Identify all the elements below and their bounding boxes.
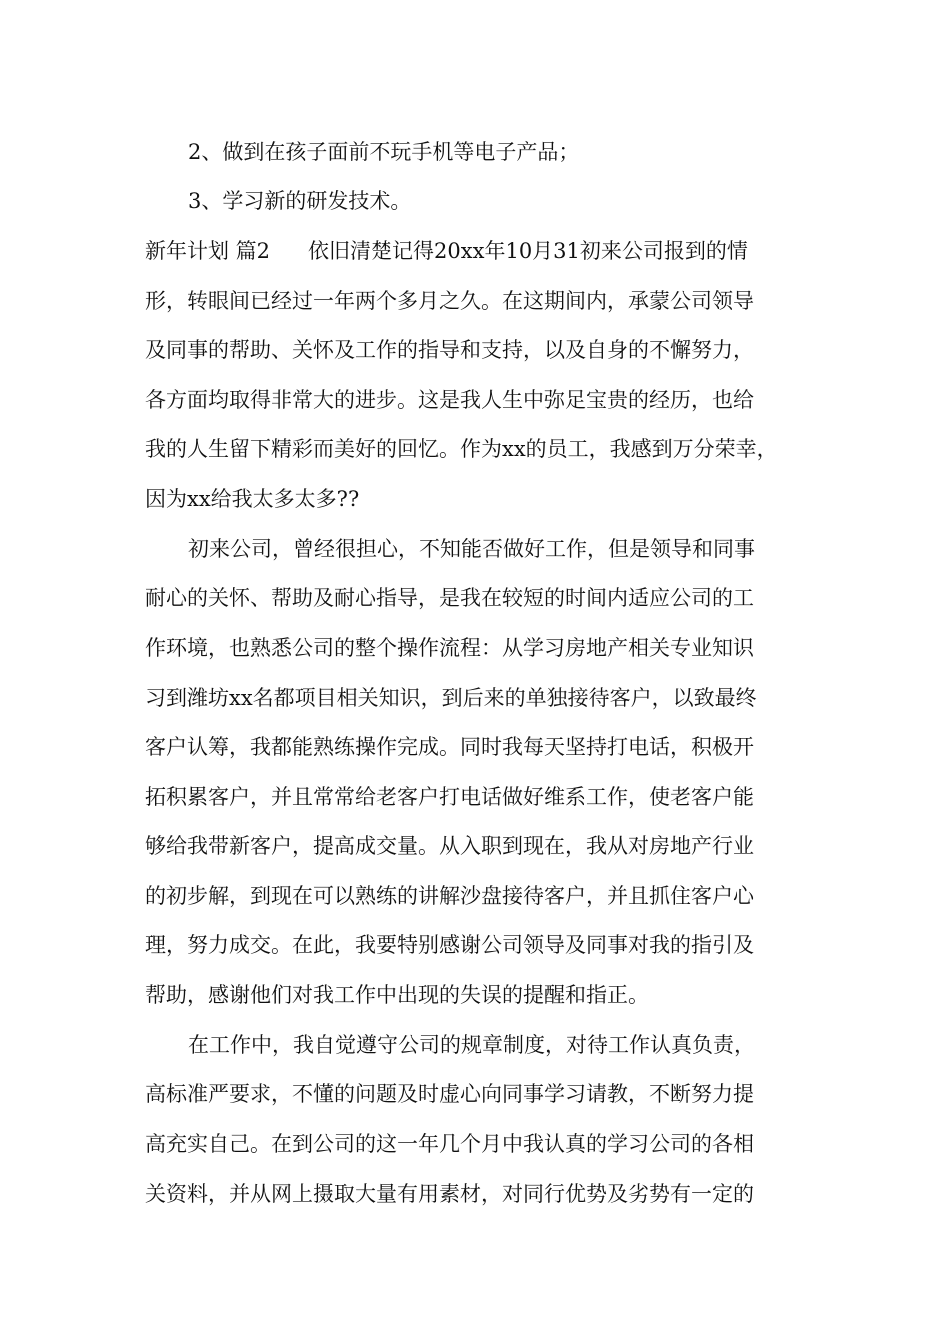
paragraph-line: 高标准严要求，不懂的问题及时虚心向同事学习请教，不断努力提 xyxy=(145,1082,754,1106)
paragraph-line: 及同事的帮助、关怀及工作的指导和支持，以及自身的不懈努力， xyxy=(145,338,754,362)
paragraph-line: 在工作中，我自觉遵守公司的规章制度，对待工作认真负责， xyxy=(188,1033,755,1057)
paragraph-line: 够给我带新客户，提高成交量。从入职到现在，我从对房地产行业 xyxy=(145,834,754,858)
section-heading: 新年计划 篇2 xyxy=(145,239,271,263)
list-item-3: 3、学习新的研发技术。 xyxy=(188,189,412,213)
paragraph-line: 作环境，也熟悉公司的整个操作流程：从学习房地产相关专业知识 xyxy=(145,636,754,660)
paragraph-line: 因为xx给我太多太多?? xyxy=(145,487,360,511)
paragraph-line: 各方面均取得非常大的进步。这是我人生中弥足宝贵的经历，也给 xyxy=(145,388,754,412)
paragraph-line: 的初步解，到现在可以熟练的讲解沙盘接待客户，并且抓住客户心 xyxy=(145,884,754,908)
paragraph-line: 耐心的关怀、帮助及耐心指导，是我在较短的时间内适应公司的工 xyxy=(145,586,754,610)
list-item-2: 2、做到在孩子面前不玩手机等电子产品； xyxy=(188,140,580,164)
paragraph-line: 帮助，感谢他们对我工作中出现的失误的提醒和指正。 xyxy=(145,983,649,1007)
section-heading-line xyxy=(145,237,748,265)
paragraph-line: 关资料，并从网上摄取大量有用素材，对同行优势及劣势有一定的 xyxy=(145,1182,754,1206)
paragraph-line: 初来公司，曾经很担心，不知能否做好工作，但是领导和同事 xyxy=(188,537,755,561)
paragraph-line: 依旧清楚记得20xx年10月31初来公司报到的情 xyxy=(308,239,748,263)
paragraph-line: 客户认筹，我都能熟练操作完成。同时我每天坚持打电话，积极开 xyxy=(145,735,754,759)
paragraph-line: 习到潍坊xx名都项目相关知识，到后来的单独接待客户，以致最终 xyxy=(145,686,757,710)
paragraph-line: 高充实自己。在到公司的这一年几个月中我认真的学习公司的各相 xyxy=(145,1132,754,1156)
paragraph-line: 形，转眼间已经过一年两个多月之久。在这期间内，承蒙公司领导 xyxy=(145,289,754,313)
paragraph-line: 拓积累客户，并且常常给老客户打电话做好维系工作，使老客户能 xyxy=(145,785,754,809)
paragraph-line: 理，努力成交。在此，我要特别感谢公司领导及同事对我的指引及 xyxy=(145,933,754,957)
paragraph-line: 我的人生留下精彩而美好的回忆。作为xx的员工，我感到万分荣幸， xyxy=(145,437,778,461)
